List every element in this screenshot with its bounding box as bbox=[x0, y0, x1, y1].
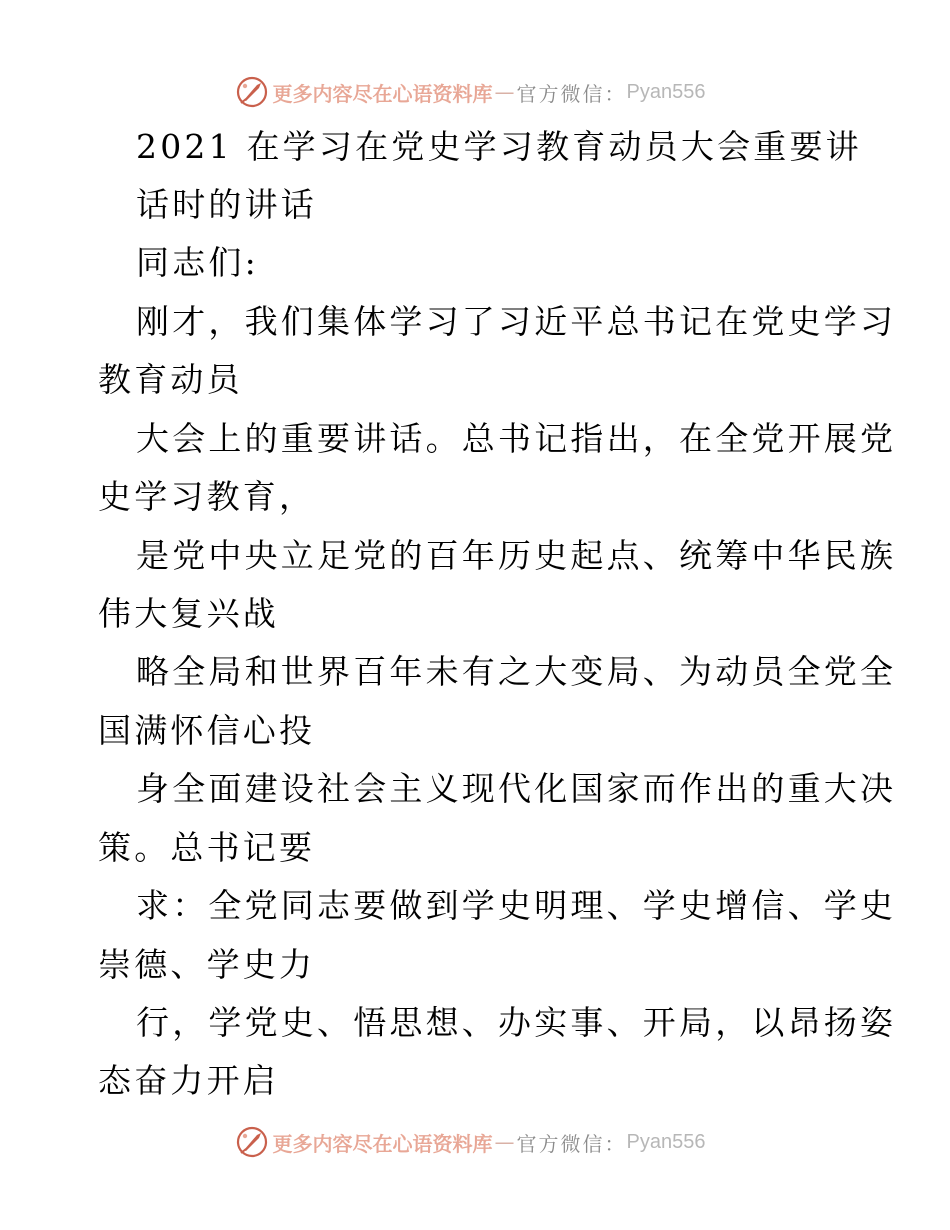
watermark-wechat-id: Pyan556 bbox=[626, 1130, 706, 1153]
watermark-separator: — bbox=[494, 80, 515, 104]
watermark-wechat-id: Pyan556 bbox=[626, 80, 706, 103]
watermark-site-text: 更多内容尽在心语资料库 bbox=[272, 81, 493, 106]
body-line: 身全面建设社会主义现代化国家而作出的重大决 bbox=[136, 769, 897, 808]
watermark-official-label: 官方微信： bbox=[516, 81, 627, 106]
body-line: 略全局和世界百年未有之大变局、为动员全党全 bbox=[136, 652, 897, 691]
body-line: 策。总书记要 bbox=[98, 828, 316, 867]
body-line: 刚才，我们集体学习了习近平总书记在党史学习 bbox=[136, 302, 897, 341]
body-line: 崇德、学史力 bbox=[98, 945, 316, 984]
body-line: 态奋力开启 bbox=[98, 1061, 279, 1100]
watermark-content bbox=[235, 75, 706, 109]
watermark-official-label: 官方微信： bbox=[516, 1131, 627, 1156]
body-line: 伟大复兴战 bbox=[98, 594, 279, 633]
document-title-line-2: 话时的讲话 bbox=[136, 185, 317, 224]
watermark-site-text: 更多内容尽在心语资料库 bbox=[272, 1131, 493, 1156]
watermark-banner-bottom bbox=[0, 1122, 950, 1162]
quill-logo-icon bbox=[235, 1125, 269, 1159]
body-line: 求：全党同志要做到学史明理、学史增信、学史 bbox=[136, 886, 897, 925]
body-line: 教育动员 bbox=[98, 360, 243, 399]
watermark-banner-top bbox=[0, 72, 950, 112]
document-title-line-1: 2021 在学习在党史学习教育动员大会重要讲 bbox=[136, 127, 862, 166]
body-line: 国满怀信心投 bbox=[98, 711, 316, 750]
body-line: 大会上的重要讲话。总书记指出，在全党开展党 bbox=[136, 419, 897, 458]
body-line: 史学习教育， bbox=[98, 477, 316, 516]
quill-logo-icon bbox=[235, 75, 269, 109]
body-line: 是党中央立足党的百年历史起点、统筹中华民族 bbox=[136, 536, 897, 575]
watermark-content bbox=[235, 1125, 706, 1159]
watermark-separator: — bbox=[494, 1130, 515, 1154]
body-line: 行，学党史、悟思想、办实事、开局，以昂扬姿 bbox=[136, 1003, 897, 1042]
salutation: 同志们: bbox=[136, 243, 259, 282]
